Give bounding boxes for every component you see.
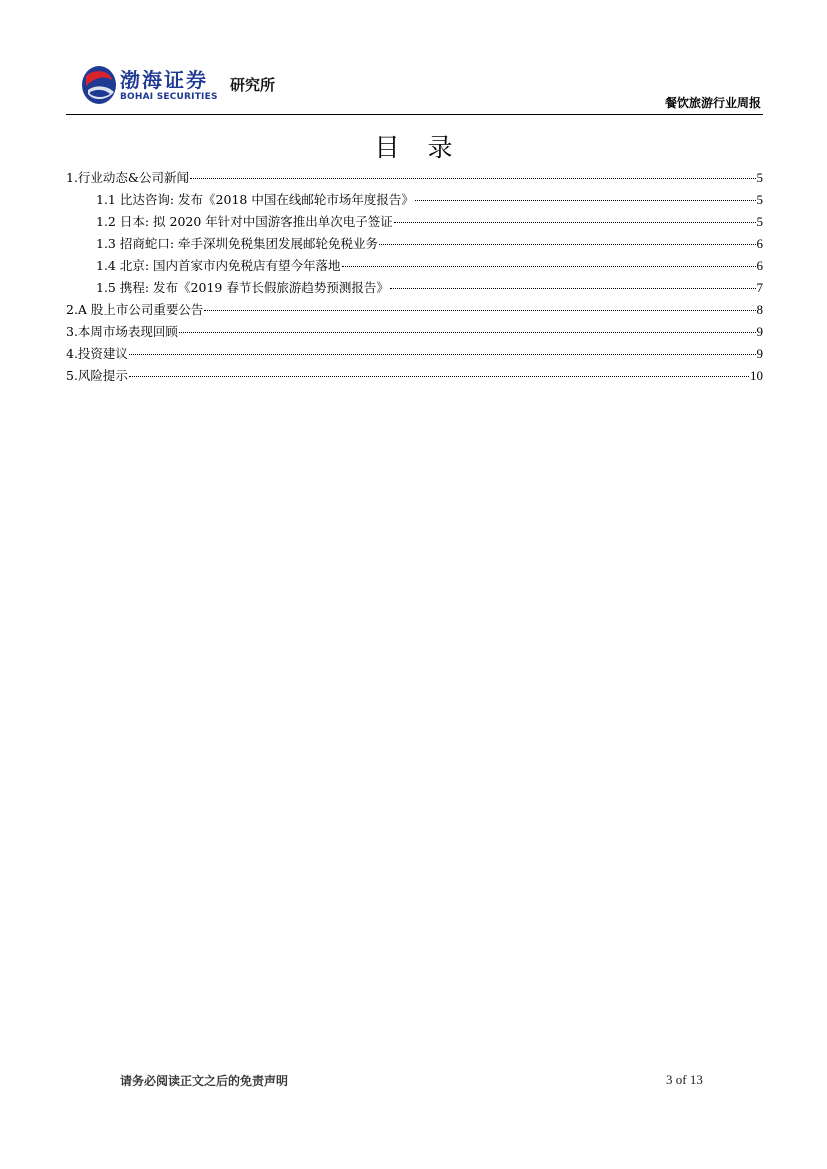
toc-leader-dots (179, 332, 756, 333)
report-type-label: 餐饮旅游行业周报 (664, 96, 761, 110)
toc-leader-dots (390, 288, 756, 289)
toc-entry-page: 6 (756, 258, 763, 273)
table-of-contents (66, 167, 763, 387)
toc-entry[interactable] (66, 343, 763, 365)
toc-entry[interactable] (66, 299, 763, 321)
toc-entry[interactable] (66, 365, 763, 387)
toc-entry-page: 9 (756, 346, 763, 361)
toc-entry-page: 5 (756, 192, 763, 207)
toc-entry-label: 3.本周市场表现回顾 (66, 324, 178, 339)
logo-chinese-name: 渤海证券 (120, 68, 208, 92)
toc-entry-page: 9 (756, 324, 763, 339)
toc-entry-label: 2.A 股上市公司重要公告 (66, 302, 204, 317)
toc-entry-label: 1.1 比达咨询: 发布《2018 中国在线邮轮市场年度报告》 (96, 192, 414, 207)
logo-mark-icon (80, 64, 118, 106)
toc-entry[interactable] (66, 233, 763, 255)
toc-entry-page: 8 (756, 302, 763, 317)
toc-entry-label: 1.行业动态&公司新闻 (66, 170, 190, 185)
toc-leader-dots (342, 266, 756, 267)
toc-entry-label: 1.3 招商蛇口: 牵手深圳免税集团发展邮轮免税业务 (96, 236, 379, 251)
toc-entry-label: 5.风险提示 (66, 368, 128, 383)
toc-leader-dots (204, 310, 755, 311)
toc-title: 目录 (374, 133, 481, 162)
institute-name: 研究所 (230, 76, 276, 94)
toc-leader-dots (129, 376, 749, 377)
toc-entry[interactable] (66, 189, 763, 211)
page-number: 3 of 13 (666, 1072, 703, 1087)
toc-entry[interactable] (66, 211, 763, 233)
toc-leader-dots (415, 200, 756, 201)
page-footer (66, 1072, 763, 1096)
toc-entry[interactable] (66, 277, 763, 299)
toc-entry-label: 1.5 携程: 发布《2019 春节长假旅游趋势预测报告》 (96, 280, 389, 295)
toc-entry-label: 4.投资建议 (66, 346, 128, 361)
toc-entry-page: 5 (756, 214, 763, 229)
toc-entry[interactable] (66, 255, 763, 277)
toc-entry[interactable] (66, 167, 763, 189)
page-header (66, 60, 763, 115)
toc-entry-label: 1.4 北京: 国内首家市内免税店有望今年落地 (96, 258, 341, 273)
toc-entry[interactable] (66, 321, 763, 343)
toc-entry-page: 7 (756, 280, 763, 295)
toc-entry-label: 1.2 日本: 拟 2020 年针对中国游客推出单次电子签证 (96, 214, 393, 229)
header-divider (66, 114, 763, 115)
toc-entry-page: 10 (750, 368, 763, 383)
toc-leader-dots (379, 244, 755, 245)
toc-entry-page: 6 (756, 236, 763, 251)
logo-english-name: BOHAI SECURITIES (120, 92, 218, 102)
toc-leader-dots (394, 222, 756, 223)
footer-disclaimer: 请务必阅读正文之后的免责声明 (120, 1074, 289, 1088)
toc-leader-dots (129, 354, 756, 355)
toc-leader-dots (190, 178, 755, 179)
toc-entry-page: 5 (756, 170, 763, 185)
